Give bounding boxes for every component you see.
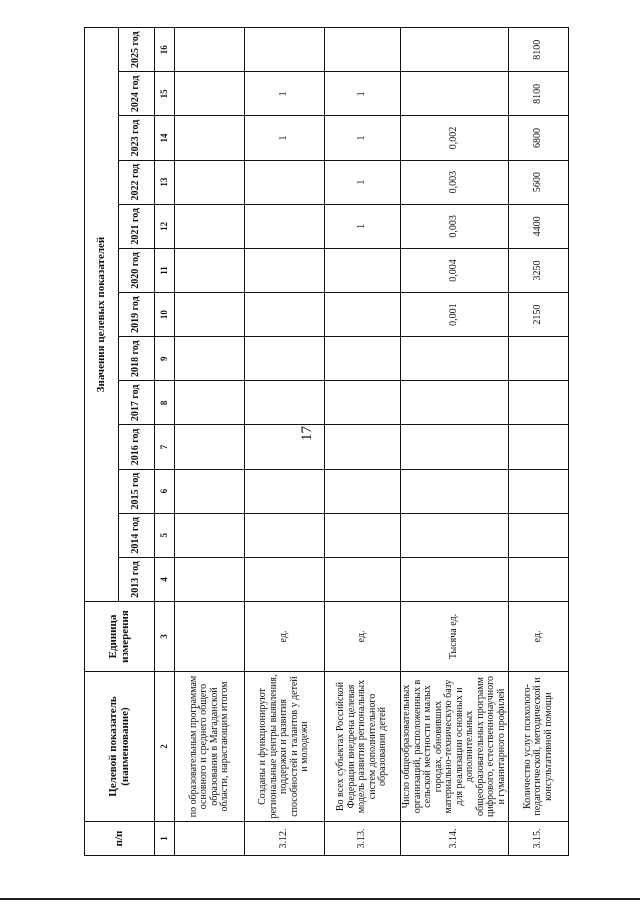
column-index: 16 xyxy=(155,28,175,72)
column-index: 13 xyxy=(155,160,175,204)
table-row xyxy=(175,28,245,856)
row-value xyxy=(175,204,245,248)
row-value xyxy=(509,513,569,557)
row-value xyxy=(325,469,401,513)
row-value xyxy=(325,28,401,72)
row-value: 0,003 xyxy=(401,204,509,248)
header-indicator: Целевой показатель (наименование) xyxy=(85,672,155,822)
header-year: 2025 год xyxy=(119,28,155,72)
column-index: 10 xyxy=(155,293,175,337)
row-unit: Тысяча ед. xyxy=(401,602,509,672)
row-value: 1 xyxy=(325,72,401,116)
column-index: 3 xyxy=(155,602,175,672)
row-value xyxy=(245,469,325,513)
header-unit: Единица измерения xyxy=(85,602,155,672)
row-value: 1 xyxy=(245,116,325,160)
column-index-row xyxy=(155,28,175,856)
row-value xyxy=(325,248,401,292)
header-year: 2017 год xyxy=(119,381,155,425)
rotated-table-container xyxy=(84,28,552,856)
header-year: 2023 год xyxy=(119,116,155,160)
header-year: 2016 год xyxy=(119,425,155,469)
row-value xyxy=(175,381,245,425)
row-value xyxy=(245,248,325,292)
row-value xyxy=(401,72,509,116)
column-index: 8 xyxy=(155,381,175,425)
row-value xyxy=(175,116,245,160)
row-value: 3250 xyxy=(509,248,569,292)
row-value: 1 xyxy=(245,72,325,116)
column-index: 15 xyxy=(155,72,175,116)
table-row xyxy=(401,28,509,856)
row-unit xyxy=(175,602,245,672)
row-value: 0,002 xyxy=(401,116,509,160)
row-value xyxy=(509,337,569,381)
row-unit: ед. xyxy=(325,602,401,672)
row-num: 3.12. xyxy=(245,822,325,856)
row-value xyxy=(175,557,245,601)
row-value: 4400 xyxy=(509,204,569,248)
row-value xyxy=(325,513,401,557)
row-value xyxy=(325,425,401,469)
row-value xyxy=(245,28,325,72)
row-unit: ед. xyxy=(245,602,325,672)
row-num: 3.14. xyxy=(401,822,509,856)
column-index: 2 xyxy=(155,672,175,822)
header-year: 2024 год xyxy=(119,72,155,116)
row-name: Во всех субъектах Российской Федерации внедрена целевая модель развития региональных систем дополнительного образования детей xyxy=(325,672,401,822)
row-value: 8100 xyxy=(509,72,569,116)
header-year: 2020 год xyxy=(119,248,155,292)
row-name: Количество услуг психолого-педагогической, методической и консультативной помощи xyxy=(509,672,569,822)
row-value xyxy=(325,381,401,425)
header-year: 2013 год xyxy=(119,557,155,601)
table-row xyxy=(245,28,325,856)
row-value: 1 xyxy=(325,204,401,248)
row-value xyxy=(245,425,325,469)
header-year: 2014 год xyxy=(119,513,155,557)
row-value xyxy=(175,28,245,72)
table-row xyxy=(509,28,569,856)
row-num xyxy=(175,822,245,856)
row-value xyxy=(401,425,509,469)
row-num: 3.15. xyxy=(509,822,569,856)
row-value xyxy=(175,425,245,469)
row-value xyxy=(245,557,325,601)
row-value: 0,004 xyxy=(401,248,509,292)
row-value xyxy=(175,248,245,292)
row-value xyxy=(325,337,401,381)
row-value xyxy=(175,513,245,557)
row-value: 6800 xyxy=(509,116,569,160)
row-value xyxy=(245,381,325,425)
row-value xyxy=(325,293,401,337)
row-value: 0,001 xyxy=(401,293,509,337)
row-value xyxy=(509,425,569,469)
row-name: Число общеобразовательных организаций, расположенных в сельской местности и малых городах, обновивших материально-техническую базу для реализации основных и дополнительных общеобразовательных программ цифрового, естественнонаучного и гуманитарного профилей xyxy=(401,672,509,822)
header-year: 2019 год xyxy=(119,293,155,337)
row-value xyxy=(245,337,325,381)
column-index: 4 xyxy=(155,557,175,601)
page-number: 17 xyxy=(299,426,315,441)
row-value xyxy=(175,469,245,513)
row-num: 3.13. xyxy=(325,822,401,856)
column-index: 6 xyxy=(155,469,175,513)
column-index: 11 xyxy=(155,248,175,292)
row-value xyxy=(401,337,509,381)
row-value xyxy=(175,337,245,381)
header-year: 2018 год xyxy=(119,337,155,381)
row-name: Созданы и функционируют региональные центры выявления, поддержки и развития способностей и талантов у детей и молодежи xyxy=(245,672,325,822)
row-value: 8100 xyxy=(509,28,569,72)
row-value xyxy=(245,293,325,337)
column-index: 5 xyxy=(155,513,175,557)
row-value xyxy=(175,293,245,337)
row-value xyxy=(175,160,245,204)
row-unit: ед. xyxy=(509,602,569,672)
header-values-group: Значения целевых показателей xyxy=(85,28,119,602)
row-value xyxy=(401,381,509,425)
page-bottom-rule xyxy=(0,898,640,900)
column-index: 7 xyxy=(155,425,175,469)
column-index: 14 xyxy=(155,116,175,160)
row-value: 0,003 xyxy=(401,160,509,204)
row-value xyxy=(325,557,401,601)
row-value xyxy=(509,557,569,601)
row-value xyxy=(245,204,325,248)
header-year: 2022 год xyxy=(119,160,155,204)
header-year: 2015 год xyxy=(119,469,155,513)
indicator-table-wrapper xyxy=(84,28,552,856)
row-value xyxy=(401,513,509,557)
row-value: 1 xyxy=(325,160,401,204)
row-value xyxy=(245,160,325,204)
column-index: 12 xyxy=(155,204,175,248)
row-value xyxy=(509,381,569,425)
row-value xyxy=(509,469,569,513)
row-value xyxy=(245,513,325,557)
indicator-table xyxy=(84,27,569,856)
table-row xyxy=(325,28,401,856)
row-value: 5600 xyxy=(509,160,569,204)
row-value: 1 xyxy=(325,116,401,160)
row-value xyxy=(401,469,509,513)
row-value: 2150 xyxy=(509,293,569,337)
column-index: 9 xyxy=(155,337,175,381)
row-value xyxy=(175,72,245,116)
column-index: 1 xyxy=(155,822,175,856)
header-num: п/п xyxy=(85,822,155,856)
header-year: 2021 год xyxy=(119,204,155,248)
row-value xyxy=(401,28,509,72)
row-name: по образовательным программам основного и среднего общего образования в Магаданской области, нарастающим итогом xyxy=(175,672,245,822)
row-value xyxy=(401,557,509,601)
